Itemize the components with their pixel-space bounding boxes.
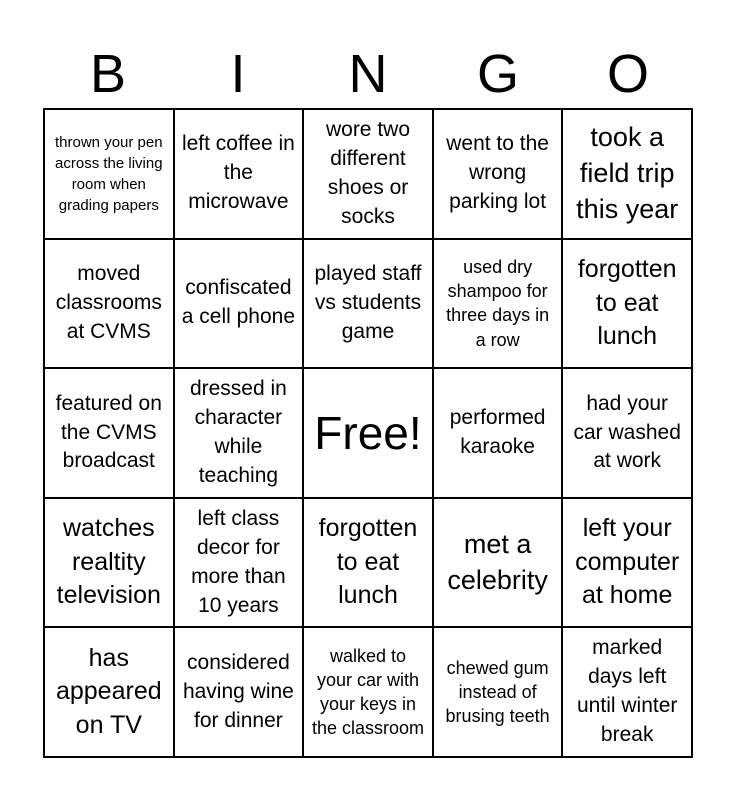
header-letter-n: N — [348, 44, 388, 104]
bingo-grid — [43, 108, 693, 758]
bingo-cell[interactable]: has appeared on TV — [44, 627, 174, 757]
bingo-cell[interactable]: thrown your pen across the living room when grading papers — [44, 109, 174, 239]
bingo-cell[interactable]: went to the wrong parking lot — [433, 109, 563, 239]
bingo-cell[interactable]: wore two different shoes or socks — [303, 109, 433, 239]
bingo-cell[interactable]: featured on the CVMS broadcast — [44, 368, 174, 498]
bingo-cell[interactable]: used dry shampoo for three days in a row — [433, 239, 563, 369]
bingo-cell[interactable]: considered having wine for dinner — [174, 627, 304, 757]
header-letter-g: G — [476, 44, 519, 104]
bingo-cell[interactable]: marked days left until winter break — [562, 627, 692, 757]
bingo-cell[interactable]: performed karaoke — [433, 368, 563, 498]
bingo-cell[interactable]: had your car washed at work — [562, 368, 692, 498]
free-space-cell[interactable]: Free! — [303, 368, 433, 498]
bingo-cell[interactable]: left class decor for more than 10 years — [174, 498, 304, 628]
bingo-cell[interactable]: met a celebrity — [433, 498, 563, 628]
bingo-cell[interactable]: chewed gum instead of brusing teeth — [433, 627, 563, 757]
bingo-cell[interactable]: watches realtity television — [44, 498, 174, 628]
bingo-cell[interactable]: forgotten to eat lunch — [303, 498, 433, 628]
header-letter-b: B — [89, 44, 127, 104]
bingo-cell[interactable]: took a field trip this year — [562, 109, 692, 239]
bingo-cell[interactable]: confiscated a cell phone — [174, 239, 304, 369]
bingo-cell[interactable]: left your computer at home — [562, 498, 692, 628]
bingo-cell[interactable]: forgotten to eat lunch — [562, 239, 692, 369]
bingo-cell[interactable]: moved classrooms at CVMS — [44, 239, 174, 369]
bingo-header — [43, 40, 693, 108]
bingo-cell[interactable]: left coffee in the microwave — [174, 109, 304, 239]
bingo-cell[interactable]: played staff vs students game — [303, 239, 433, 369]
header-letter-i: I — [230, 44, 246, 104]
bingo-cell[interactable]: walked to your car with your keys in the classroom — [303, 627, 433, 757]
header-letter-o: O — [606, 44, 649, 104]
bingo-cell[interactable]: dressed in character while teaching — [174, 368, 304, 498]
